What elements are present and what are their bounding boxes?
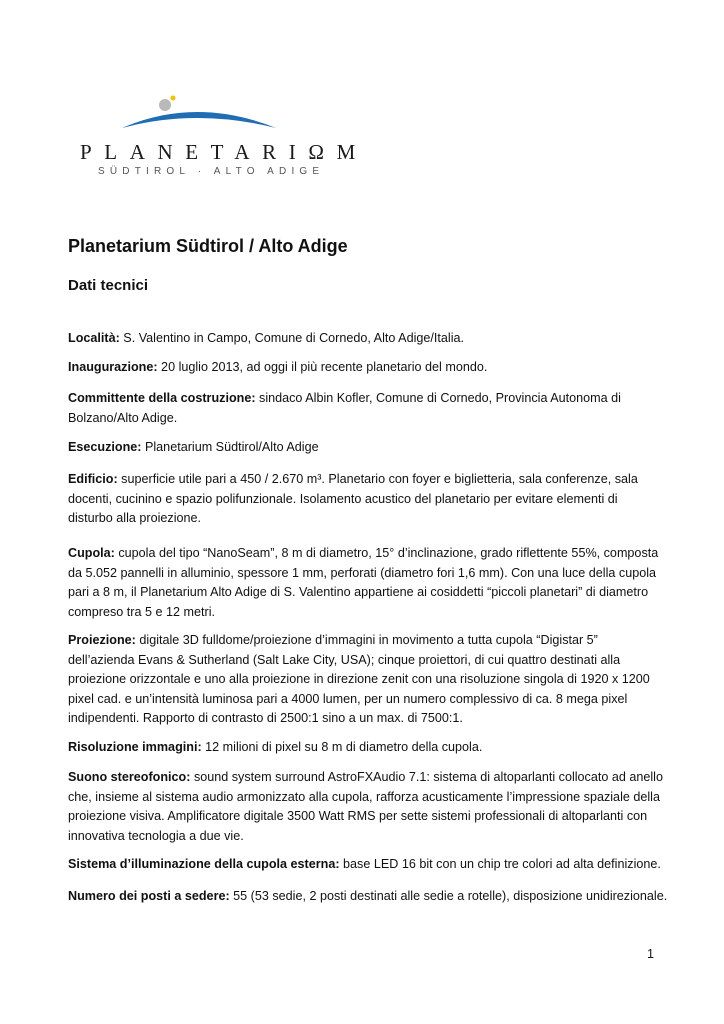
paragraph-line <box>68 409 621 429</box>
paragraph-line <box>68 509 638 529</box>
paragraph-line <box>68 329 464 349</box>
spec-label: Suono stereofonico: <box>68 770 191 784</box>
paragraph-line <box>68 768 663 788</box>
spec-text: che, insieme al sistema audio armonizzato alla cupola, rafforza acusticamente l’impressione spaziale della <box>68 789 660 804</box>
paragraph-line <box>68 583 658 603</box>
section-heading: Dati tecnici <box>68 277 149 294</box>
spec-label: Proiezione: <box>68 633 136 647</box>
paragraph-line <box>68 631 650 651</box>
spec-text: 20 luglio 2013, ad oggi il più recente planetario del mondo. <box>157 360 488 374</box>
spec-label: Edificio: <box>68 472 118 486</box>
spec-label: Risoluzione immagini: <box>68 740 202 754</box>
spec-label: Località: <box>68 331 120 345</box>
paragraph-line <box>68 807 663 827</box>
paragraph-line <box>68 490 638 510</box>
paragraph-line <box>68 651 650 671</box>
spec-paragraph <box>68 470 638 529</box>
spec-text: S. Valentino in Campo, Comune di Cornedo, Alto Adige/Italia. <box>119 331 464 345</box>
paragraph-line <box>68 358 487 378</box>
spec-label: Sistema d’illuminazione della cupola esterna: <box>68 857 340 871</box>
page-number: 1 <box>647 947 655 961</box>
spec-text: dell’azienda Evans & Sutherland (Salt Lake City, USA); cinque proiettori, di cui quattro destinati alla <box>68 652 621 667</box>
paragraph-line <box>68 603 658 623</box>
logo-wordmark: PLANETARIΩM <box>80 140 368 164</box>
spec-text: da 5.052 pannelli in alluminio, spessore 1 mm, perforati (diametro fori 1,6 mm). Con una luce della cupola <box>68 565 657 580</box>
spec-text: compreso tra 5 e 12 metri. <box>68 604 215 619</box>
spec-paragraph <box>68 389 621 428</box>
paragraph-line <box>68 470 638 490</box>
spec-text: cupola del tipo “NanoSeam”, 8 m di diametro, 15° d’inclinazione, grado riflettente 55%, composta <box>114 546 659 560</box>
spec-text: digitale 3D fulldome/proiezione d’immagini in movimento a tutta cupola “Digistar 5” <box>135 633 598 647</box>
paragraph-line <box>68 564 658 584</box>
spec-paragraph <box>68 329 464 349</box>
spec-text: docenti, cucinino e spazio polifunzionale. Isolamento acustico del planetario per evitare elementi di <box>68 491 618 506</box>
spec-text: sindaco Albin Kofler, Comune di Cornedo, Provincia Autonoma di <box>255 391 621 405</box>
spec-text: 12 milioni di pixel su 8 m di diametro della cupola. <box>201 740 483 754</box>
spec-text: indipendenti. Rapporto di contrasto di 2500:1 sino a un max. di 7500:1. <box>68 711 463 726</box>
spec-paragraph <box>68 544 658 622</box>
spec-text: superficie utile pari a 450 / 2.670 m³. Planetario con foyer e biglietteria, sala conferenze, sala <box>117 472 638 486</box>
spec-paragraph <box>68 738 482 758</box>
spec-text: innovativa tecnologia a due vie. <box>68 828 244 843</box>
spec-text: disturbo alla proiezione. <box>68 511 202 526</box>
dome-arc-icon <box>76 94 346 144</box>
paragraph-line <box>68 690 650 710</box>
planetarium-logo <box>76 94 368 184</box>
spec-paragraph <box>68 438 319 458</box>
spec-paragraph <box>68 887 667 907</box>
paragraph-line <box>68 389 621 409</box>
spec-text: sound system surround AstroFXAudio 7.1: sistema di altoparlanti collocato ad anello <box>190 770 663 784</box>
paragraph-line <box>68 438 319 458</box>
logo-subtitle: SÜDTIROL · ALTO ADIGE <box>98 166 325 177</box>
paragraph-line <box>68 670 650 690</box>
paragraph-line <box>68 544 658 564</box>
spec-text: proiezione visiva. Amplificatore digitale 3500 Watt RMS per sette sistemi professionali di altoparlanti con <box>68 809 648 824</box>
paragraph-line <box>68 827 663 847</box>
spec-text: 55 (53 sedie, 2 posti destinati alle sedie a rotelle), disposizione unidirezionale. <box>229 889 668 903</box>
paragraph-line <box>68 709 650 729</box>
spec-text: proiezione orizzontale e uno alla proiezione in direzione zenit con una risoluzione singola di 1920 x 1200 <box>68 672 650 687</box>
spec-text: Planetarium Südtirol/Alto Adige <box>141 440 319 454</box>
spec-label: Numero dei posti a sedere: <box>68 889 230 903</box>
paragraph-line <box>68 738 482 758</box>
spec-label: Committente della costruzione: <box>68 391 256 405</box>
spec-paragraph <box>68 855 661 875</box>
spec-text: base LED 16 bit con un chip tre colori ad alta definizione. <box>339 857 661 871</box>
spec-text: Bolzano/Alto Adige. <box>68 410 178 425</box>
spec-label: Cupola: <box>68 546 115 560</box>
spec-label: Esecuzione: <box>68 440 142 454</box>
paragraph-line <box>68 887 667 907</box>
spec-paragraph <box>68 631 650 729</box>
spec-label: Inaugurazione: <box>68 360 158 374</box>
spec-paragraph <box>68 768 663 846</box>
paragraph-line <box>68 788 663 808</box>
spec-paragraph <box>68 358 487 378</box>
document-title: Planetarium Südtirol / Alto Adige <box>68 236 348 256</box>
spec-text: pari a 8 m, il Planetarium Alto Adige di S. Valentino appartiene ai cosiddetti “piccoli planetari” di diametro <box>68 585 649 600</box>
spec-text: pixel cad. e un’intensità luminosa pari a 4000 lumen, per un numero complessivo di ca. 8 mega pixel <box>68 691 628 706</box>
paragraph-line <box>68 855 661 875</box>
